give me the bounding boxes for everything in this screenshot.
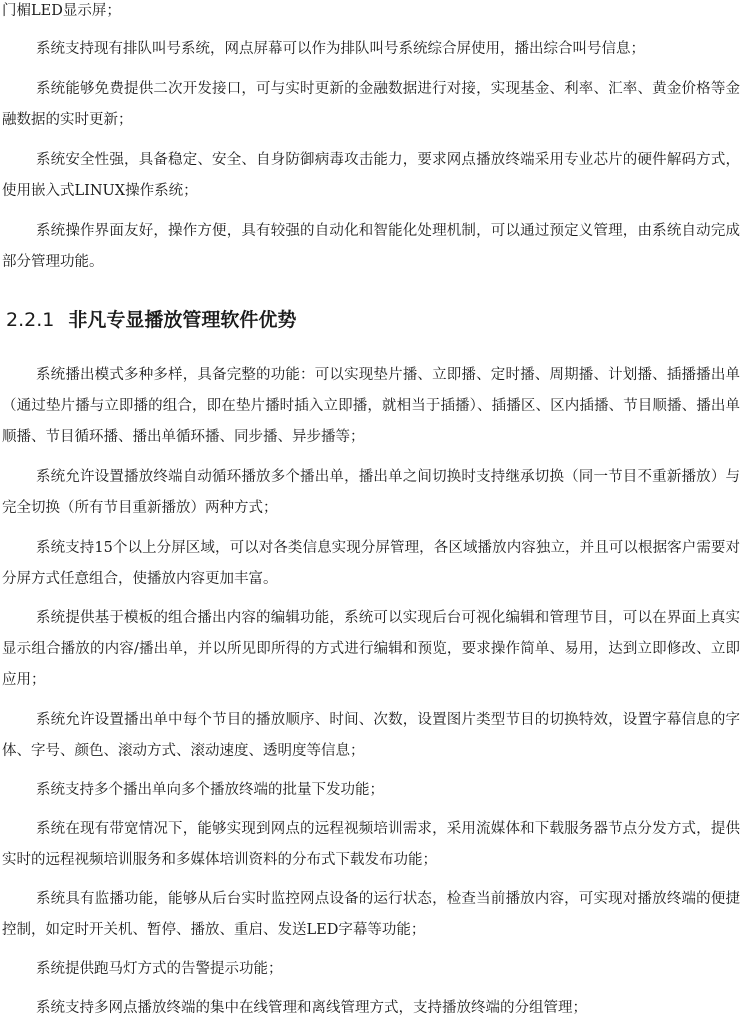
- paragraph-template-editing: 系统提供基于模板的组合播出内容的编辑功能，系统可以实现后台可视化编辑和管理节目，可以在界面上真实显示组合播放的内容/播出单，并以所见即所得的方式进行编辑和预览，要求操作简单、易用，达到立即修改、立即应用；: [2, 610, 740, 688]
- section-title: 非凡专显播放管理软件优势: [68, 309, 297, 331]
- paragraph-video-training: 系统在现有带宽情况下，能够实现到网点的远程视频培训需求，采用流媒体和下载服务器节点分发方式，提供实时的远程视频培训服务和多媒体培训资料的分布式下载发布功能；: [2, 821, 740, 868]
- paragraph-batch-dispatch: 系统支持多个播出单向多个播放终端的批量下发功能；: [36, 782, 384, 798]
- paragraph-queue-system: 系统支持现有排队叫号系统，网点屏幕可以作为排队叫号系统综合屏使用，播出综合叫号信息；: [36, 41, 645, 57]
- paragraph-split-screen: 系统支持15个以上分屏区域，可以对各类信息实现分屏管理，各区域播放内容独立，并且可以根据客户需要对分屏方式任意组合，使播放内容更加丰富。: [2, 540, 740, 587]
- paragraph-play-modes: 系统播出模式多种多样，具备完整的功能：可以实现垫片播、立即播、定时播、周期播、计划播、插播播出单（通过垫片播与立即播的组合，即在垫片播时插入立即播，就相当于插播）、插播区、区内插播、节目顺播、播出单顺播、节目循环播、播出单循环播、同步播、异步播等；: [2, 367, 740, 445]
- paragraph-loop-playback: 系统允许设置播放终端自动循环播放多个播出单，播出单之间切换时支持继承切换（同一节目不重新播放）与完全切换（所有节目重新播放）两种方式；: [2, 469, 740, 516]
- paragraph-financial-data: 系统能够免费提供二次开发接口，可与实时更新的金融数据进行对接，实现基金、利率、汇率、黄金价格等金融数据的实时更新；: [2, 81, 740, 128]
- paragraph-program-settings: 系统允许设置播出单中每个节目的播放顺序、时间、次数，设置图片类型节目的切换特效，设置字幕信息的字体、字号、颜色、滚动方式、滚动速度、透明度等信息；: [2, 712, 740, 759]
- paragraph-monitoring: 系统具有监播功能，能够从后台实时监控网点设备的运行状态，检查当前播放内容，可实现对播放终端的便捷控制，如定时开关机、暂停、播放、重启、发送LED字幕等功能；: [2, 891, 740, 938]
- section-number: 2.2.1: [6, 309, 55, 331]
- paragraph-marquee-alert: 系统提供跑马灯方式的告警提示功能；: [36, 961, 283, 977]
- paragraph-operation-ui: 系统操作界面友好，操作方便，具有较强的自动化和智能化处理机制，可以通过预定义管理，由系统自动完成部分管理功能。: [2, 223, 740, 270]
- section-heading: [6, 300, 296, 340]
- paragraph-led-display: 门楣LED显示屏；: [2, 3, 121, 19]
- paragraph-terminal-management: 系统支持多网点播放终端的集中在线管理和离线管理方式，支持播放终端的分组管理；: [36, 1000, 587, 1016]
- paragraph-security: 系统安全性强，具备稳定、安全、自身防御病毒攻击能力，要求网点播放终端采用专业芯片的硬件解码方式，使用嵌入式LINUX操作系统；: [2, 152, 740, 199]
